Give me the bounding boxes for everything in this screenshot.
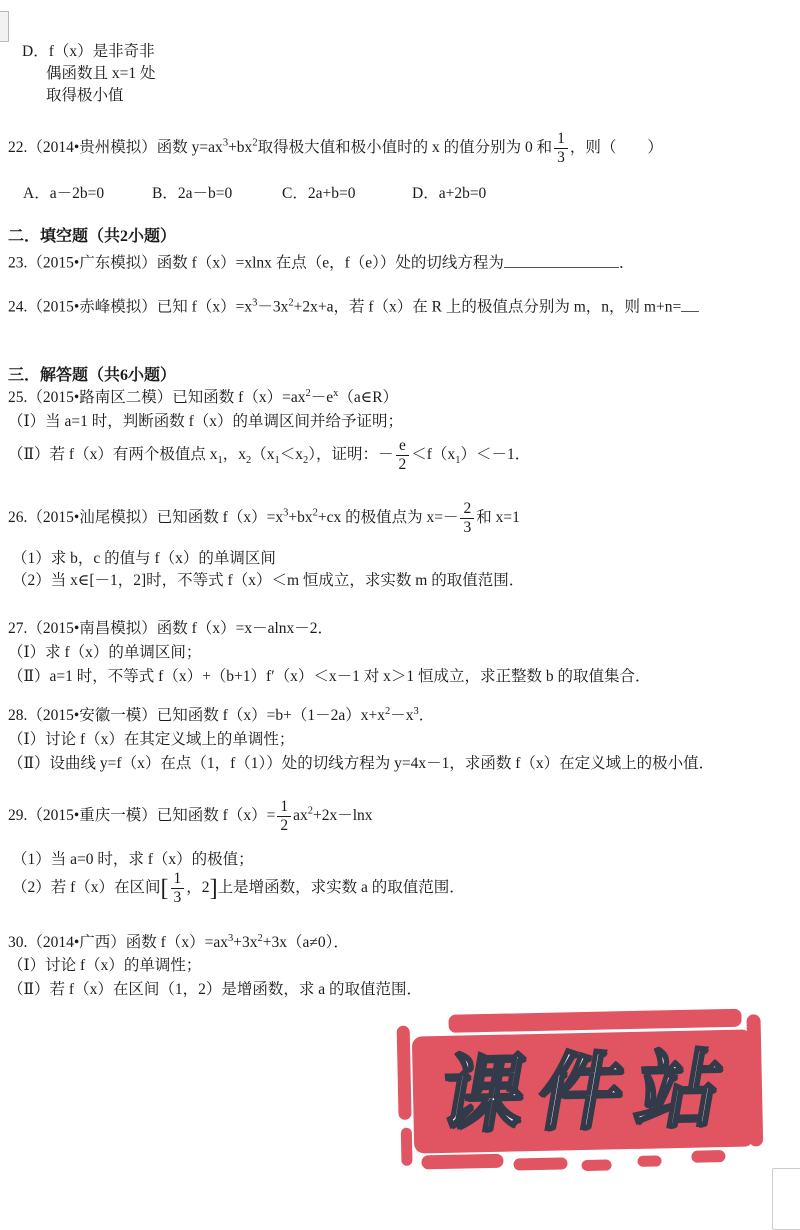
stamp-border-stroke-top: [448, 1009, 741, 1033]
page-edge-artifact-bottom-right: [772, 1168, 800, 1230]
question-26-stem: 26.（2015•汕尾模拟）已知函数 $f(x)=x^3+bx^2+cx$ 的极值点为 x=－ $\frac{2}{3}$ 和 x=1: [8, 500, 520, 536]
question-30-part-1: （Ⅰ）讨论 f（x）的单调性；: [8, 957, 202, 974]
question-27-part-1: （Ⅰ）求 f（x）的单调区间；: [8, 644, 202, 661]
question-29-stem: 29.（2015•重庆一模）已知函数 f（x）= $\frac{1}{2}$ $ax^2+2x-\ln x$: [8, 798, 373, 834]
stamp-border-stroke-bottom-3: [581, 1159, 611, 1171]
question-25-part-2: （Ⅱ）若 f（x）有两个极值点 $x_1$，$x_2(x_1<x_2)$，证明：－ $\frac{e}{2}$ $<f(x_1)<-1$．: [8, 437, 531, 473]
page-edge-artifact-top-left: [0, 11, 9, 42]
question-28-stem: 28.（2015•安徽一模）已知函数 $f(x)=b+(1-2a)x+x^2-x^3$．: [8, 705, 435, 724]
stamp-body: [412, 1029, 754, 1153]
kejianzhan-watermark-stamp: [396, 1004, 771, 1176]
stamp-border-stroke-bottom-1: [421, 1154, 503, 1170]
question-30-stem: 30.（2014•广西）函数 $f(x)=ax^3+3x^2+3x(a\ne 0)$．: [8, 932, 349, 951]
section-heading-fill-in: 二．填空题（共2小题）: [8, 228, 177, 245]
question-22-stem: 22.（2014•贵州模拟）函数 $y=ax^3+bx^2$取得极大值和极小值时的 x 的值分别为 0 和 $\frac{1}{3}$ ，则（ ）: [8, 130, 663, 166]
question-29-part-1: （1）当 a=0 时，求 f（x）的极值；: [12, 851, 254, 868]
question-23-stem: 23.（2015•广东模拟）函数 f（x）=xlnx 在点（e，f（e））处的切线方程为 ．: [8, 251, 634, 274]
option-d-line-2: 偶函数且 x=1 处: [46, 65, 156, 82]
question-22-option-c: C．2a+b=0: [282, 185, 356, 202]
question-26-part-2: （2）当 x∈[－1，2]时，不等式 f（x）＜m 恒成立，求实数 m 的取值范围．: [12, 572, 525, 589]
question-30-part-2: （Ⅱ）若 f（x）在区间（1，2）是增函数，求 a 的取值范围．: [8, 981, 422, 998]
question-27-part-2: （Ⅱ）a=1 时，不等式 f（x）+（b+1）f′（x）＜x－1 对 x＞1 恒成立，求正整数 b 的取值集合．: [8, 668, 651, 685]
section-heading-solutions: 三．解答题（共6小题）: [8, 367, 177, 384]
option-d-line-3: 取得极小值: [46, 87, 124, 104]
stamp-border-stroke-bottom-2: [513, 1157, 567, 1170]
question-28-part-1: （Ⅰ）讨论 f（x）在其定义域上的单调性；: [8, 731, 295, 748]
question-25-part-1: （Ⅰ）当 a=1 时，判断函数 f（x）的单调区间并给予证明；: [8, 413, 404, 430]
question-22-option-d: D．a+2b=0: [412, 185, 487, 202]
stamp-text: 课件站: [432, 1041, 744, 1142]
question-22-option-b: B．2a－b=0: [152, 185, 233, 202]
stamp-border-stroke-left-2: [401, 1128, 413, 1166]
question-26-part-1: （1）求 b，c 的值与 f（x）的单调区间: [12, 550, 276, 567]
question-24-stem: 24.（2015•赤峰模拟）已知 $f(x)=x^3-3x^2+2x+a$，若 f（x）在 R 上的极值点分别为 m，n，则 m+n=: [8, 295, 699, 318]
stamp-border-stroke-bottom-4: [637, 1155, 661, 1167]
question-25-stem: 25.（2015•路南区二模）已知函数 $f(x)=ax^2-e^x(a\in R)$: [8, 387, 399, 406]
question-22-option-a: A．a－2b=0: [23, 185, 105, 202]
question-29-part-2: （2）若 f（x）在区间[ $\frac{1}{3}$ ，2]上是增函数，求实数 a 的取值范围．: [12, 870, 465, 906]
option-d-line-1: D．f（x）是非奇非: [22, 43, 155, 60]
question-27-stem: 27.（2015•南昌模拟）函数 f（x）=x－alnx－2．: [8, 620, 334, 637]
question-28-part-2: （Ⅱ）设曲线 y=f（x）在点（1，f（1））处的切线方程为 y=4x－1，求函数 f（x）在定义域上的极小值．: [8, 755, 715, 772]
stamp-border-stroke-left: [397, 1026, 412, 1120]
stamp-border-stroke-bottom-5: [691, 1150, 725, 1163]
